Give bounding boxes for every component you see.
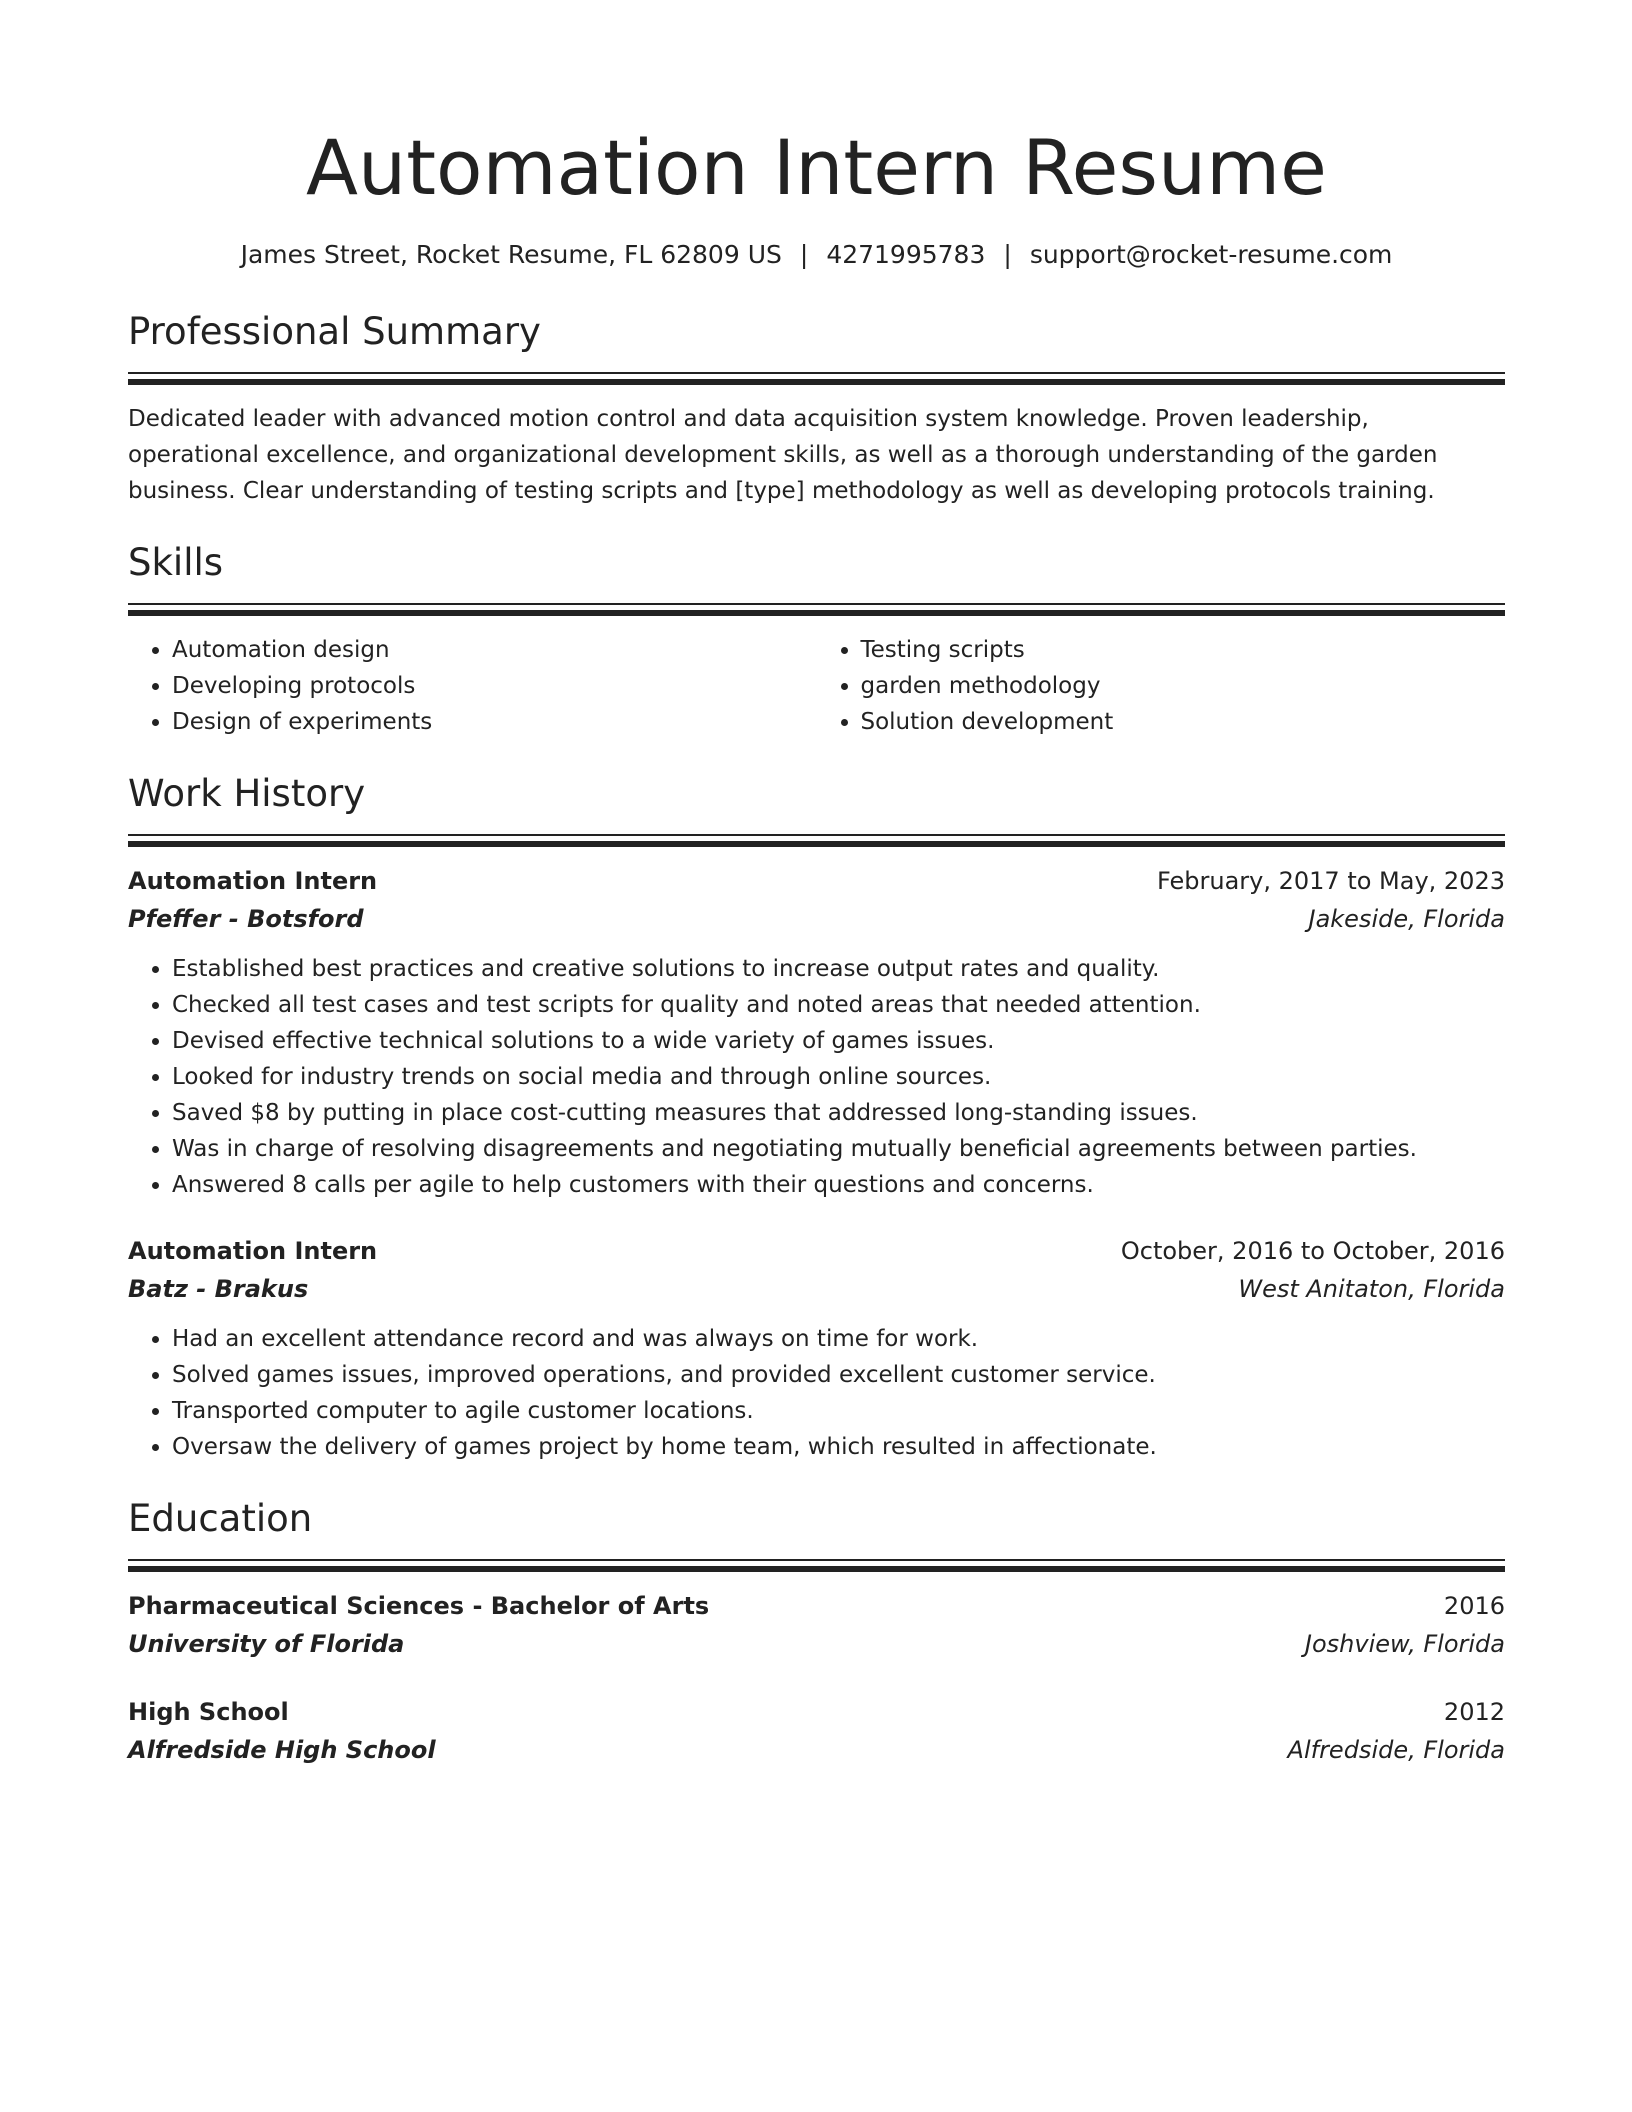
education-degree: High School [128, 1698, 289, 1726]
resume-title: Automation Intern Resume [306, 123, 1327, 212]
job-bullets [128, 1321, 1505, 1465]
skill-item: • Testing scripts [861, 632, 1506, 668]
job-bullet: • Answered 8 calls per agile to help customers with their questions and concerns. [172, 1167, 1505, 1203]
job-location: Jakeside, Florida [1308, 905, 1505, 933]
contact-phone[interactable]: 4271995783 [826, 240, 986, 269]
education-school: Alfredside High School [128, 1736, 436, 1764]
education-location: Joshview, Florida [1304, 1630, 1505, 1658]
education-degree: Pharmaceutical Sciences - Bachelor of Arts [128, 1592, 710, 1620]
education-subheader [128, 1730, 1505, 1770]
skills-section [128, 539, 1505, 740]
job-company: Pfeffer - Botsford [128, 905, 364, 933]
job-bullet: • Solved games issues, improved operations, and provided excellent customer service. [172, 1357, 1505, 1393]
job-subheader [128, 1269, 1505, 1309]
job-header [128, 863, 1505, 899]
education-school: University of Florida [128, 1630, 405, 1658]
job-location: West Anitaton, Florida [1238, 1275, 1505, 1303]
job-bullet: • Oversaw the delivery of games project by home team, which resulted in affectionate. [172, 1429, 1505, 1465]
job-dates: October, 2016 to October, 2016 [1120, 1237, 1505, 1265]
education-year: 2016 [1443, 1592, 1505, 1620]
education-section [128, 1495, 1505, 1770]
summary-heading: Professional Summary [128, 310, 541, 353]
job-bullet: • Devised effective technical solutions to a wide variety of games issues. [172, 1023, 1505, 1059]
job-header [128, 1233, 1505, 1269]
skill-item: • garden methodology [861, 668, 1506, 704]
skill-item: • Design of experiments [172, 704, 817, 740]
education-year: 2012 [1443, 1698, 1505, 1726]
work-section [128, 770, 1505, 1465]
section-divider [128, 834, 1505, 847]
education-location: Alfredside, Florida [1287, 1736, 1505, 1764]
contact-address: James Street, Rocket Resume, FL 62809 US [240, 240, 782, 269]
job-bullet: • Transported computer to agile customer locations. [172, 1393, 1505, 1429]
job-entry [128, 1233, 1505, 1465]
contact-line [128, 238, 1505, 272]
contact-separator: | [1003, 240, 1012, 269]
job-bullet: • Had an excellent attendance record and was always on time for work. [172, 1321, 1505, 1357]
skills-list [128, 632, 1505, 740]
section-divider [128, 1559, 1505, 1572]
skills-heading: Skills [128, 541, 224, 584]
job-bullet: • Saved $8 by putting in place cost-cutting measures that addressed long-standing issues. [172, 1095, 1505, 1131]
job-entry [128, 863, 1505, 1203]
job-bullet: • Looked for industry trends on social media and through online sources. [172, 1059, 1505, 1095]
resume-page [128, 118, 1505, 1770]
section-divider [128, 372, 1505, 385]
work-heading: Work History [128, 772, 366, 815]
skills-column-right [817, 632, 1506, 740]
job-title: Automation Intern [128, 867, 378, 895]
education-subheader [128, 1624, 1505, 1664]
contact-separator: | [799, 240, 809, 269]
section-divider [128, 603, 1505, 616]
job-bullets [128, 951, 1505, 1203]
summary-text: Dedicated leader with advanced motion control and data acquisition system knowledge. Proven leadership, operational excellence, and organizational development skills, as well as a thorough understanding of the garden business. Clear understanding of testing scripts and [type] methodology as well as developing protocols training. [128, 406, 1438, 504]
job-bullet: • Was in charge of resolving disagreements and negotiating mutually beneficial agreements between parties. [172, 1131, 1505, 1167]
education-header [128, 1588, 1505, 1624]
education-heading: Education [128, 1497, 313, 1540]
job-subheader [128, 899, 1505, 939]
education-entry [128, 1588, 1505, 1664]
job-bullet: • Established best practices and creative solutions to increase output rates and quality. [172, 951, 1505, 987]
summary-section [128, 308, 1505, 509]
education-entry [128, 1694, 1505, 1770]
skills-column-left [128, 632, 817, 740]
job-title: Automation Intern [128, 1237, 378, 1265]
contact-email[interactable]: support@rocket-resume.com [1029, 240, 1393, 269]
job-dates: February, 2017 to May, 2023 [1157, 867, 1505, 895]
skill-item: • Solution development [861, 704, 1506, 740]
skill-item: • Automation design [172, 632, 817, 668]
education-header [128, 1694, 1505, 1730]
job-company: Batz - Brakus [128, 1275, 309, 1303]
job-bullet: • Checked all test cases and test scripts for quality and noted areas that needed attention. [172, 987, 1505, 1023]
skill-item: • Developing protocols [172, 668, 817, 704]
